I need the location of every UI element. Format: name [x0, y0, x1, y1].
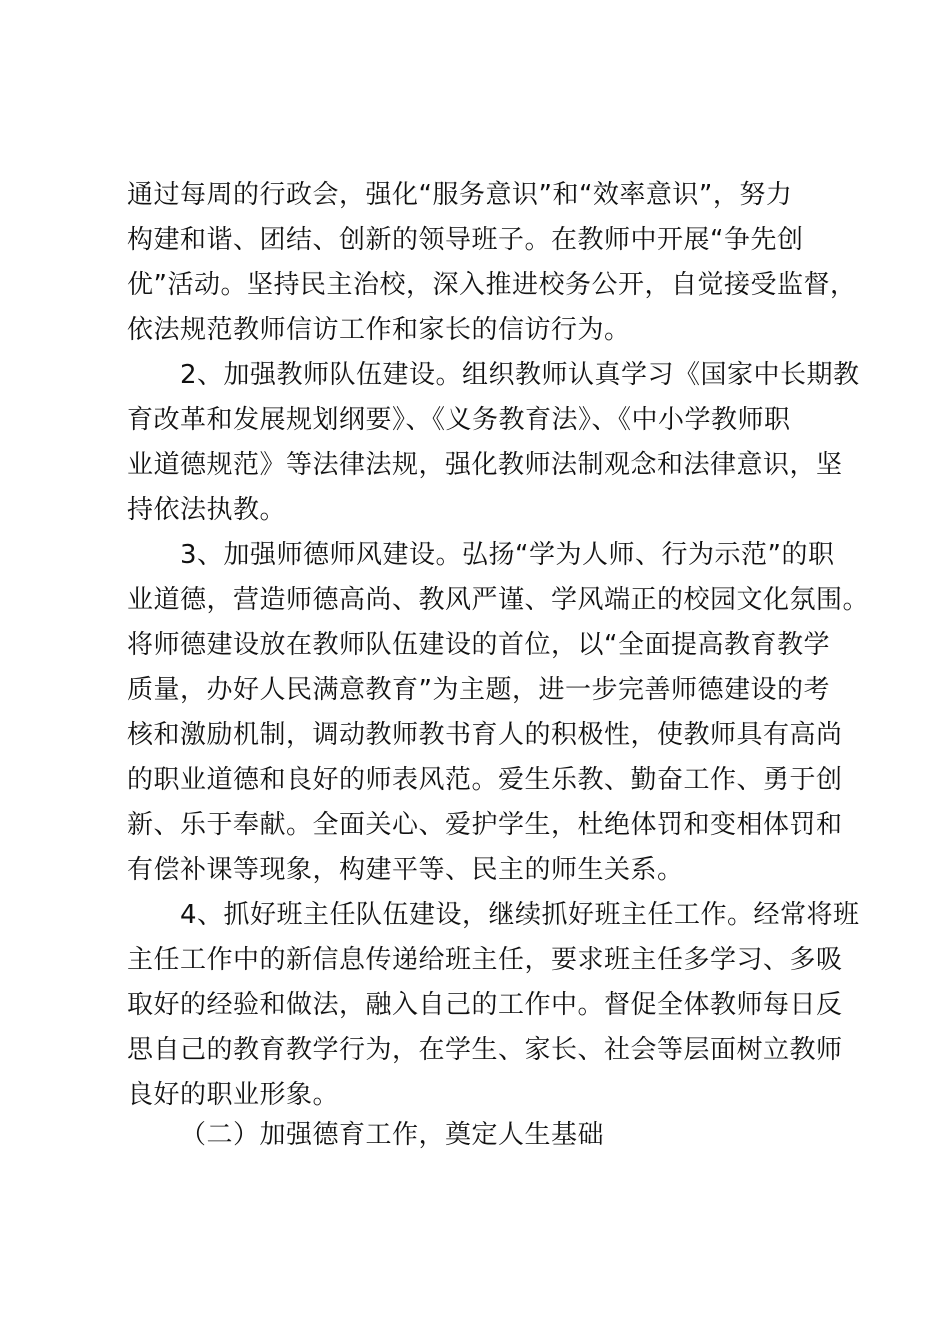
text-line: 依法规范教师信访工作和家长的信访行为。 [127, 315, 631, 345]
text-line: 思自己的教育教学行为，在学生、家长、社会等层面树立教师 [127, 1035, 843, 1065]
text-line: 取好的经验和做法，融入自己的工作中。督促全体教师每日反 [127, 990, 843, 1020]
text-line: 业道德规范》等法律法规，强化教师法制观念和法律意识，坚 [127, 450, 843, 480]
section-heading: （二）加强德育工作，奠定人生基础 [180, 1120, 605, 1150]
text-line: 质量，办好人民满意教育”为主题，进一步完善师德建设的考 [127, 675, 830, 705]
text-line: 业道德，营造师德高尚、教风严谨、学风端正的校园文化氛围。 [127, 585, 870, 615]
paragraph-heading-4: 4、抓好班主任队伍建设，继续抓好班主任工作。经常将班 [180, 900, 860, 930]
text-line: 构建和谐、团结、创新的领导班子。在教师中开展“争先创 [127, 225, 804, 255]
text-line: 的职业道德和良好的师表风范。爱生乐教、勤奋工作、勇于创 [127, 765, 843, 795]
text-line: 优”活动。坚持民主治校，深入推进校务公开，自觉接受监督， [127, 270, 857, 300]
text-line: 通过每周的行政会，强化“服务意识”和“效率意识”，努力 [127, 180, 793, 210]
text-line: 将师德建设放在教师队伍建设的首位，以“全面提高教育教学 [127, 630, 830, 660]
paragraph-heading-2: 2、加强教师队伍建设。组织教师认真学习《国家中长期教 [180, 360, 860, 390]
text-line: 育改革和发展规划纲要》、《义务教育法》、《中小学教师职 [127, 405, 791, 435]
paragraph-heading-3: 3、加强师德师风建设。弘扬“学为人师、行为示范”的职 [180, 540, 835, 570]
text-line: 持依法执教。 [127, 495, 287, 525]
text-line: 有偿补课等现象，构建平等、民主的师生关系。 [127, 855, 684, 885]
text-line: 良好的职业形象。 [127, 1080, 340, 1110]
text-line: 主任工作中的新信息传递给班主任，要求班主任多学习、多吸 [127, 945, 843, 975]
text-line: 新、乐于奉献。全面关心、爱护学生，杜绝体罚和变相体罚和 [127, 810, 843, 840]
text-line: 核和激励机制，调动教师教书育人的积极性，使教师具有高尚 [127, 720, 843, 750]
